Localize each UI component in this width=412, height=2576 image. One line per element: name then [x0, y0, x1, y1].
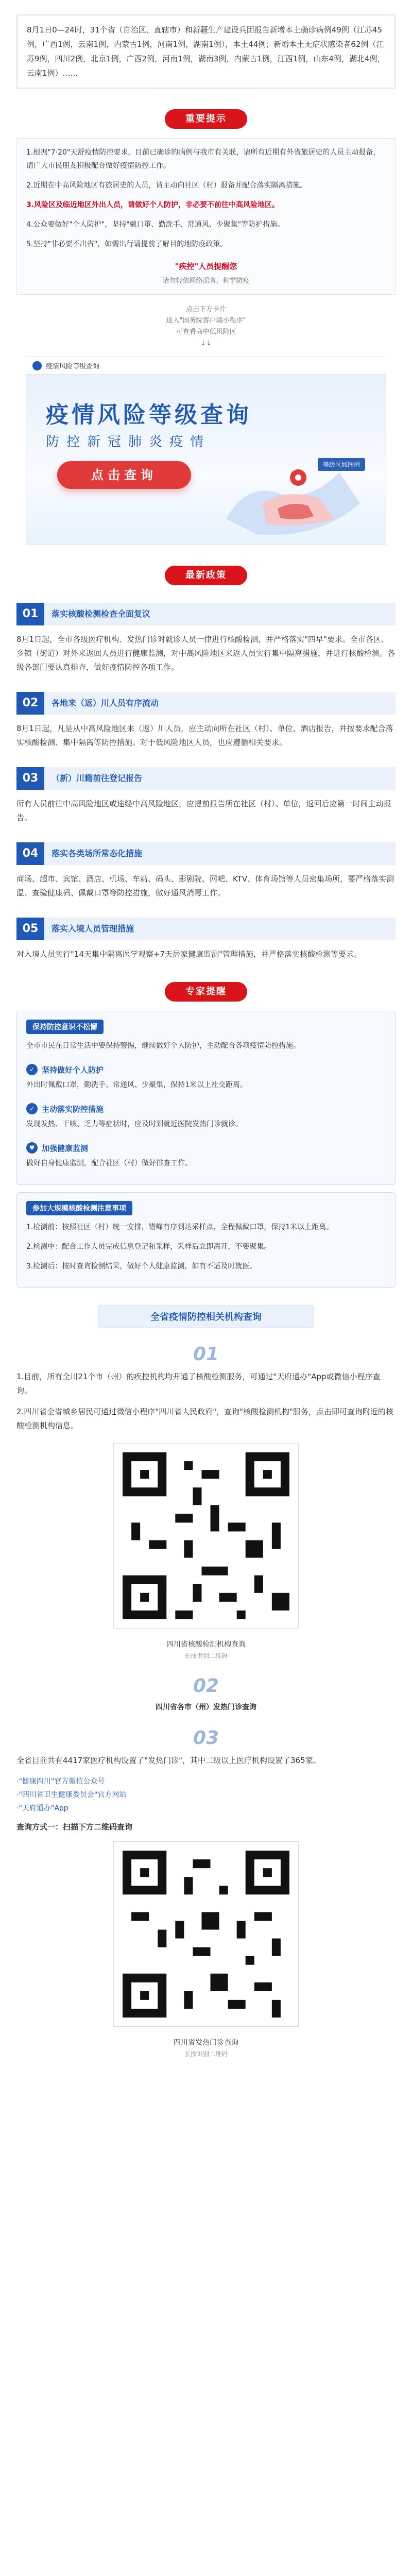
- expert-text: 发现发热、干咳、乏力等症状时，应及时到就近医院发热门诊就诊。: [26, 1120, 243, 1128]
- expert-heading-label: 主动落实防控措施: [42, 1104, 104, 1114]
- expert-text: 全市市民在日常生活中要保持警惕，继续做好个人防护，主动配合各项疫情防控措施。: [26, 1042, 300, 1050]
- query-button[interactable]: 点击查询: [57, 461, 191, 489]
- expert-text: 做好自身健康监测，配合社区（村）做好排查工作。: [26, 1159, 192, 1167]
- mini-hint-line-2: 进入"国务院客户端小程序": [166, 317, 246, 325]
- mini-hint-line-1: 点击下方卡片: [185, 306, 226, 313]
- section-body: 对入境人员实行"14天集中隔离医学观察+7天居家健康监测"管理措施，并严格落实核酸检测等要求。: [16, 950, 362, 959]
- check-icon: ✓: [26, 1103, 38, 1114]
- query-source[interactable]: ·"健康四川"官方微信公众号: [16, 1777, 105, 1786]
- important-para-3: 3.风险区及临近地区外出人员，请做好个人防护，非必要不前往中高风险地区。: [26, 201, 280, 209]
- card-app-name: 疫情风险等级查询: [46, 363, 100, 370]
- query-link-fever-clinic[interactable]: 四川省各市（州）发热门诊查询: [156, 1703, 256, 1711]
- section-body: 所有人员前往中高风险地区或途经中高风险地区，应提前报告所在社区（村）、单位，返回后应第一时间主动报告。: [16, 799, 391, 822]
- expert-heading-label: 坚持做好个人防护: [42, 1065, 104, 1075]
- important-para-2: 2.近期在中高风险地区有旅居史的人员，请主动向社区（村）报备并配合落实隔离措施。: [26, 181, 307, 190]
- section-title: 落实入境人员管理措施: [44, 918, 396, 940]
- policy-section-2-header: [16, 692, 396, 715]
- qr-caption: 四川省核酸检测机构查询: [166, 1640, 246, 1649]
- testing-note: 3.检测后：按时查询检测结果，做好个人健康监测，如有不适及时就医。: [26, 1262, 257, 1270]
- shield-icon: ✓: [26, 1064, 38, 1075]
- mini-hint-line-3: 可查看高中低风险区: [176, 328, 236, 336]
- policy-section-4-header: [16, 842, 396, 865]
- slogan: "疾控"人员提醒您: [175, 262, 237, 271]
- testing-notes-panel: [16, 1192, 396, 1288]
- important-para-4: 4.公众要做好"个人防护"，坚持"戴口罩、勤洗手、常通风、少聚集"等防护措施。: [26, 221, 285, 229]
- policy-section-1-header: [16, 603, 396, 625]
- section-label-expert: 专家提醒: [165, 982, 247, 1002]
- section-number: 02: [16, 692, 44, 715]
- card-header: [26, 357, 386, 375]
- banner-title: 疫情风险等级查询: [46, 402, 252, 428]
- expert-text: 外出时佩戴口罩，勤洗手、常通风、少聚集，保持1米以上社交距离。: [26, 1081, 247, 1089]
- expert-tag: 保持防控意识不松懈: [26, 1020, 104, 1034]
- qr-code-nucleic-test[interactable]: [113, 1443, 299, 1629]
- testing-note: 2.检测中：配合工作人员完成信息登记和采样，采样后立即离开，不要聚集。: [26, 1243, 271, 1251]
- section-number: 03: [16, 767, 44, 790]
- policy-section-5-header: [16, 918, 396, 940]
- important-box: [16, 138, 396, 295]
- query-para: 2.四川省全省城乡居民可通过微信小程序"四川省人民政府"，查询"核酸检测机构"服务，点击即可查询附近的核酸检测机构信息。: [16, 1407, 393, 1430]
- risk-query-card[interactable]: [26, 357, 386, 545]
- map-legend: 等级区域图例: [318, 458, 365, 471]
- section-label-latest: 最新政策: [165, 566, 247, 585]
- mini-hint: [16, 304, 396, 349]
- query-para: 全省目前共有4417家医疗机构设置了"发热门诊"，其中二级以上医疗机构设置了365家。: [16, 1756, 321, 1765]
- query-number-2: 02: [193, 1675, 219, 1697]
- section-body: 商场、超市、宾馆、酒店、机场、车站、码头、影剧院、网吧、KTV、体育场馆等人员密集场所，要严格落实测温、查验健康码、佩戴口罩等防控措施，做好通风消毒工作。: [16, 874, 394, 897]
- app-logo-icon: [32, 361, 42, 370]
- qr-sub: 长按识别二维码: [184, 2050, 228, 2058]
- section-label-important: 重要提示: [165, 109, 247, 129]
- section-title: 落实各类场所常态化措施: [44, 842, 396, 865]
- section-title: 各地来（返）川人员有序流动: [44, 692, 396, 715]
- testing-notes-tag: 参加大规模核酸检测注意事项: [26, 1201, 132, 1215]
- section-number: 04: [16, 842, 44, 865]
- expert-panel: [16, 1011, 396, 1185]
- card-banner: [26, 375, 386, 545]
- query-source[interactable]: ·"天府通办"App: [16, 1804, 68, 1812]
- query-number-1: 01: [193, 1344, 219, 1365]
- heart-icon: ♥: [26, 1142, 38, 1154]
- banner-subtitle: 防控新冠肺炎疫情: [46, 434, 211, 450]
- expert-heading: [26, 1103, 104, 1114]
- slogan-sub: 请勿轻信网络谣言，科学防疫: [162, 277, 250, 285]
- intro-text: 8月1日0—24时，31个省（自治区、直辖市）和新疆生产建设兵团报告新增本土确诊病例49例（江苏45例，广西1例，云南1例，内蒙古1例，河南1例，湖南1例），本土44例；新增本土无症状感染者62例（江苏9例，四川2例，北京1例，广西2例，河南1例，湖南3例，内蒙古1例，江西1例，山东4例，湖北4例，云南1例）……: [27, 25, 385, 78]
- section-number: 01: [16, 603, 44, 625]
- query-para: 1.目前，所有全川21个市（州）的疾控机构均开通了核酸检测服务，可通过"天府通办"App或微信小程序查询。: [16, 1372, 381, 1395]
- qr-code-icon: [114, 1842, 298, 2026]
- mini-hint-arrow: ↓↓: [200, 340, 212, 347]
- qr-code-fever-clinic[interactable]: [113, 1841, 299, 2027]
- expert-heading-label: 加强健康监测: [42, 1143, 89, 1153]
- expert-heading: [26, 1142, 88, 1154]
- important-para-5: 5.坚持"非必要不出省"，如需出行请提前了解目的地防疫政策。: [26, 240, 228, 248]
- query-source[interactable]: ·"四川省卫生健康委员会"官方网站: [16, 1791, 127, 1799]
- testing-note: 1.检测前：按照社区（村）统一安排，错峰有序到达采样点，全程佩戴口罩，保持1米以上距离。: [26, 1223, 334, 1231]
- query-section-title: 全省疫情防控相关机构查询: [98, 1306, 314, 1328]
- query-number-3: 03: [193, 1727, 219, 1749]
- section-body: 8月1日起，全市各级医疗机构、发热门诊对就诊人员一律进行核酸检测，并严格落实"四早"要求。全市各区、乡镇（街道）对外来返回人员进行健康监测，对中高风险地区来返人员实行集中隔离措施，并进行核酸检测。各级各部门要认真排查，做好疫情防控各项工作。: [16, 635, 396, 672]
- qr-caption: 四川省发热门诊查询: [174, 2039, 238, 2047]
- expert-heading: [26, 1064, 104, 1075]
- intro-summary: [16, 14, 396, 89]
- qr-code-icon: [114, 1444, 298, 1628]
- query-list-title: 查询方式一：扫描下方二维码查询: [16, 1822, 133, 1832]
- map-illustration-icon: [216, 442, 370, 545]
- qr-sub: 长按识别二维码: [184, 1652, 228, 1659]
- section-number: 05: [16, 918, 44, 940]
- section-body: 8月1日起，凡是从中高风险地区来（返）川人员，应主动向所在社区（村）、单位、酒店报告，并按要求配合落实核酸检测、集中隔离等防控措施。对于低风险地区人员，也应遵循相关要求。: [16, 724, 393, 747]
- important-para-1: 1.根据"7·20"天舒疫情防控要求，目前已确诊的病例与我市有关联，请所有近期有外省旅居史的人员主动报备，请广大市民朋友积极配合做好疫情防控工作。: [26, 148, 381, 170]
- policy-section-3-header: [16, 767, 396, 790]
- section-title: 落实核酸检测检查全面复议: [44, 603, 396, 625]
- section-title: （新）川籍前往登记报告: [44, 767, 396, 790]
